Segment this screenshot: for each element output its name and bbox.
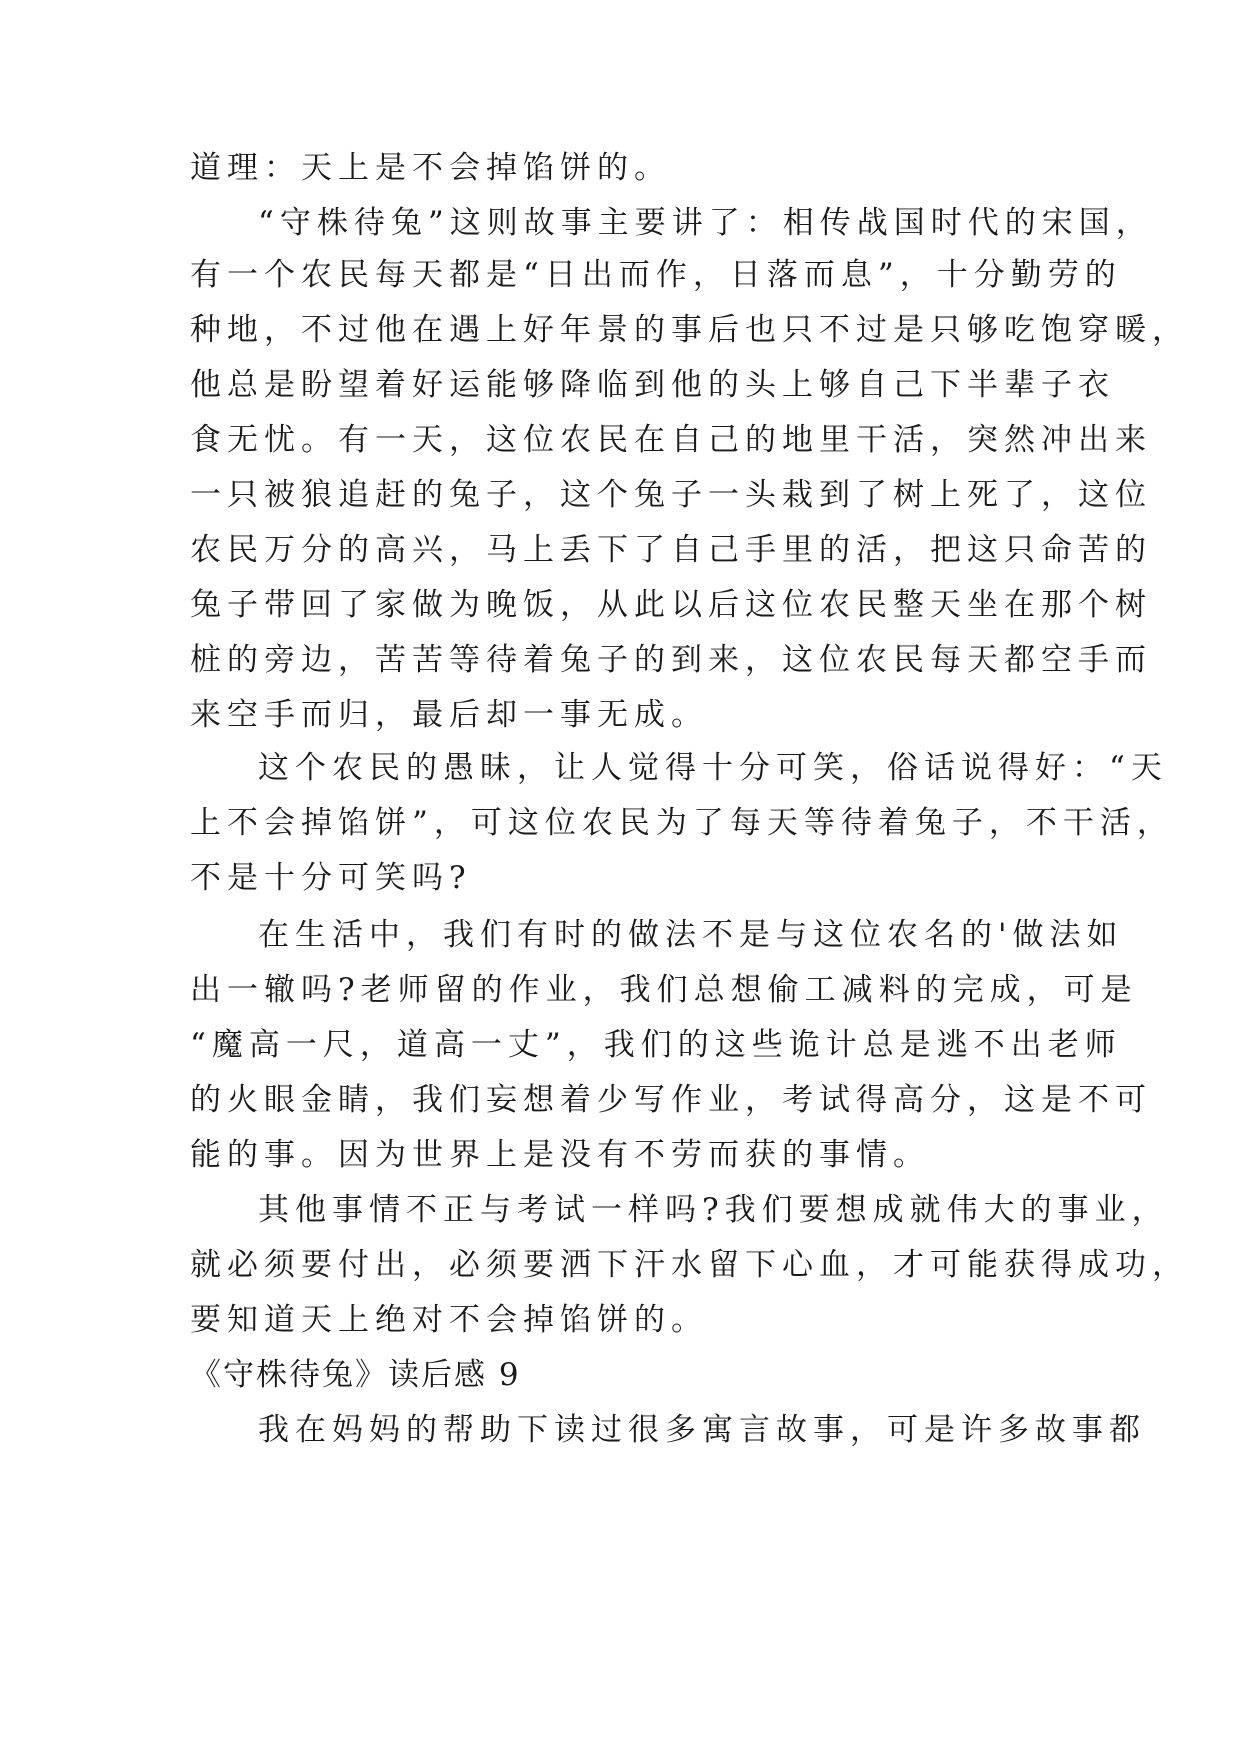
text-line: 道理：天上是不会掉馅饼的。 (190, 150, 671, 186)
paragraph-start-line: 其他事情不正与考试一样吗?我们要想成就伟大的事业， (258, 1192, 1169, 1228)
paragraph-start-line: 我在妈妈的帮助下读过很多寓言故事，可是许多故事都 (258, 1412, 1146, 1448)
text-line: 食无忧。有一天，这位农民在自己的地里干活，突然冲出来 (190, 422, 1152, 458)
text-line: 的火眼金睛，我们妄想着少写作业，考试得高分，这是不可 (190, 1082, 1152, 1118)
text-line: 桩的旁边，苦苦等待着兔子的到来，这位农民每天都空手而 (190, 642, 1152, 678)
paragraph-start-line: 这个农民的愚昧，让人觉得十分可笑，俗话说得好：“天 (258, 750, 1168, 786)
text-line: 出一辙吗?老师留的作业，我们总想偷工减料的完成，可是 (190, 972, 1138, 1008)
text-line: “魔高一尺，道高一丈”，我们的这些诡计总是逃不出老师 (190, 1027, 1122, 1063)
paragraph-start-line: “守株待兔”这则故事主要讲了：相传战国时代的宋国， (258, 205, 1153, 241)
text-line: 农民万分的高兴，马上丢下了自己手里的活，把这只命苦的 (190, 532, 1152, 568)
text-line: 不是十分可笑吗? (190, 860, 472, 896)
text-line: 就必须要付出，必须要洒下汗水留下心血，才可能获得成功， (190, 1247, 1189, 1283)
text-line: 来空手而归，最后却一事无成。 (190, 697, 708, 733)
paragraph-start-line: 在生活中，我们有时的做法不是与这位农名的'做法如 (258, 917, 1124, 953)
text-line: 种地，不过他在遇上好年景的事后也只不过是只够吃饱穿暖， (190, 312, 1189, 348)
text-line: 上不会掉馅饼”，可这位农民为了每天等待着兔子，不干活， (190, 805, 1174, 841)
section-heading: 《守株待兔》读后感 9 (190, 1357, 521, 1393)
text-line: 要知道天上绝对不会掉馅饼的。 (190, 1302, 708, 1338)
text-line: 有一个农民每天都是“日出而作，日落而息”，十分勤劳的 (190, 257, 1122, 293)
text-line: 一只被狼追赶的兔子，这个兔子一头栽到了树上死了，这位 (190, 477, 1152, 513)
text-line: 兔子带回了家做为晚饭，从此以后这位农民整天坐在那个树 (190, 587, 1152, 623)
text-line: 能的事。因为世界上是没有不劳而获的事情。 (190, 1137, 930, 1173)
text-line: 他总是盼望着好运能够降临到他的头上够自己下半辈子衣 (190, 367, 1115, 403)
